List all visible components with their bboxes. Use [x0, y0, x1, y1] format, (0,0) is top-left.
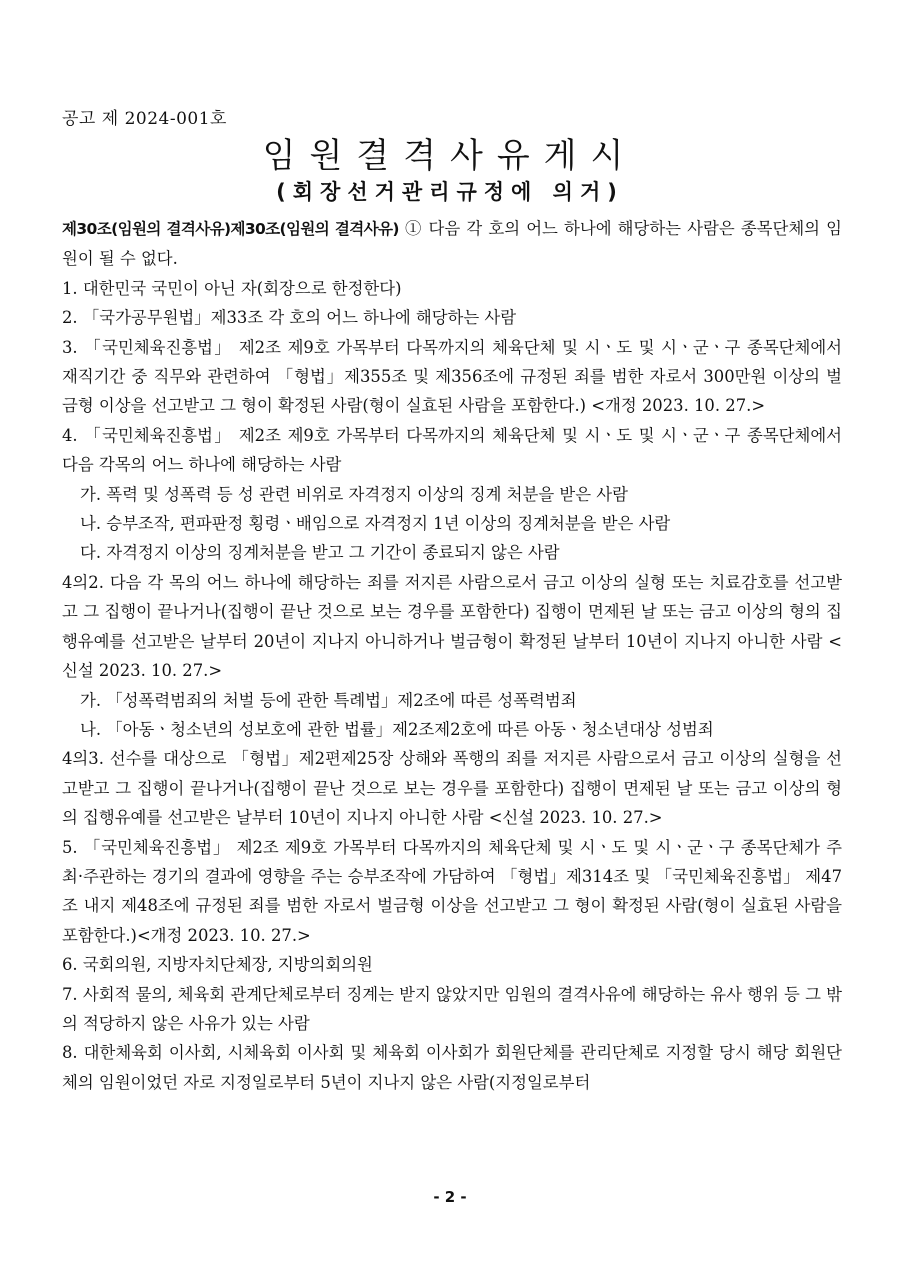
article-intro: ① 다음 각 호의 어느 하나에 해당하는 사람은 종목단체의 임원이 될 수 없다.	[62, 219, 842, 269]
list-item: 3. 「국민체육진흥법」 제2조 제9호 가목부터 다목까지의 체육단체 및 시ㆍ도 및 시ㆍ군ㆍ구 종목단체에서 재직기간 중 직무와 관련하여 「형법」제355조 및 제356조에 규정된 죄를 범한 자로서 300만원 이상의 벌금형 이상을 선고받고 그 형이 확정된 사람(형이 실효된 사람을 포함한다.) <개정 2023. 10. 27.>	[62, 337, 842, 416]
sub-list-item: 가. 폭력 및 성폭력 등 성 관련 비위로 자격정지 이상의 징계 처분을 받은 사람	[80, 484, 628, 504]
list-item: 4. 「국민체육진흥법」 제2조 제9호 가목부터 다목까지의 체육단체 및 시ㆍ도 및 시ㆍ군ㆍ구 종목단체에서 다음 각목의 어느 하나에 해당하는 사람	[62, 425, 842, 475]
sub-list-item: 가. 「성폭력범죄의 처벌 등에 관한 특례법」제2조에 따른 성폭력범죄	[80, 690, 577, 710]
list-item: 1. 대한민국 국민이 아닌 자(회장으로 한정한다)	[62, 278, 402, 298]
page-number: - 2 -	[433, 1188, 467, 1206]
list-item: 6. 국회의원, 지방자치단체장, 지방의회의원	[62, 955, 373, 975]
document-title: 임원결격사유게시	[262, 136, 638, 176]
list-item: 2. 「국가공무원법」제33조 각 호의 어느 하나에 해당하는 사람	[62, 308, 517, 328]
article-body	[62, 214, 842, 1097]
document-subtitle: (회장선거관리규정에 의거)	[276, 180, 624, 204]
list-item: 8. 대한체육회 이사회, 시체육회 이사회 및 체육회 이사회가 회원단체를 관리단체로 지정할 당시 해당 회원단체의 임원이었던 자로 지정일로부터 5년이 지나지 않은 사람(지정일로부터	[62, 1043, 842, 1092]
sub-list-item: 나. 승부조작, 편파판정 횡령ㆍ배임으로 자격정지 1년 이상의 징계처분을 받은 사람	[80, 514, 671, 534]
article-intro-paragraph	[62, 214, 842, 274]
sub-list-item: 다. 자격정지 이상의 징계처분을 받고 그 기간이 종료되지 않은 사람	[80, 543, 560, 563]
list-item: 7. 사회적 물의, 체육회 관계단체로부터 징계는 받지 않았지만 임원의 결격사유에 해당하는 유사 행위 등 그 밖의 적당하지 않은 사유가 있는 사람	[62, 984, 842, 1033]
notice-number: 공고 제 2024-001호	[62, 109, 227, 129]
sub-list-item: 나. 「아동ㆍ청소년의 성보호에 관한 법률」제2조제2호에 따른 아동ㆍ청소년대상 성범죄	[80, 719, 714, 739]
list-item: 5. 「국민체육진흥법」 제2조 제9호 가목부터 다목까지의 체육단체 및 시ㆍ도 및 시ㆍ군ㆍ구 종목단체가 주최·주관하는 경기의 결과에 영향을 주는 승부조작에 가담하여 「형법」제314조 및 「국민체육진흥법」 제47조 내지 제48조에 규정된 죄를 범한 자로서 벌금형 이상을 선고받고 그 형이 확정된 사람(형이 실효된 사람을 포함한다.)<개정 2023. 10. 27.>	[62, 837, 842, 945]
list-item: 4의2. 다음 각 목의 어느 하나에 해당하는 죄를 저지른 사람으로서 금고 이상의 실형 또는 치료감호를 선고받고 그 집행이 끝나거나(집행이 끝난 것으로 보는 경우를 포함한다) 집행이 면제된 날 또는 금고 이상의 형의 집행유예를 선고받은 날부터 20년이 지나지 아니하거나 벌금형이 확정된 날부터 10년이 지나지 아니한 사람 <신설 2023. 10. 27.>	[62, 572, 842, 681]
list-item: 4의3. 선수를 대상으로 「형법」제2편제25장 상해와 폭행의 죄를 저지른 사람으로서 금고 이상의 실형을 선고받고 그 집행이 끝나거나(집행이 끝난 것으로 보는 경우를 포함한다) 집행이 면제된 날 또는 금고 이상의 형의 집행유예를 선고받은 날부터 10년이 지나지 아니한 사람 <신설 2023. 10. 27.>	[62, 749, 842, 828]
article-heading: 제30조(임원의 결격사유)제30조(임원의 결격사유)	[62, 220, 399, 238]
